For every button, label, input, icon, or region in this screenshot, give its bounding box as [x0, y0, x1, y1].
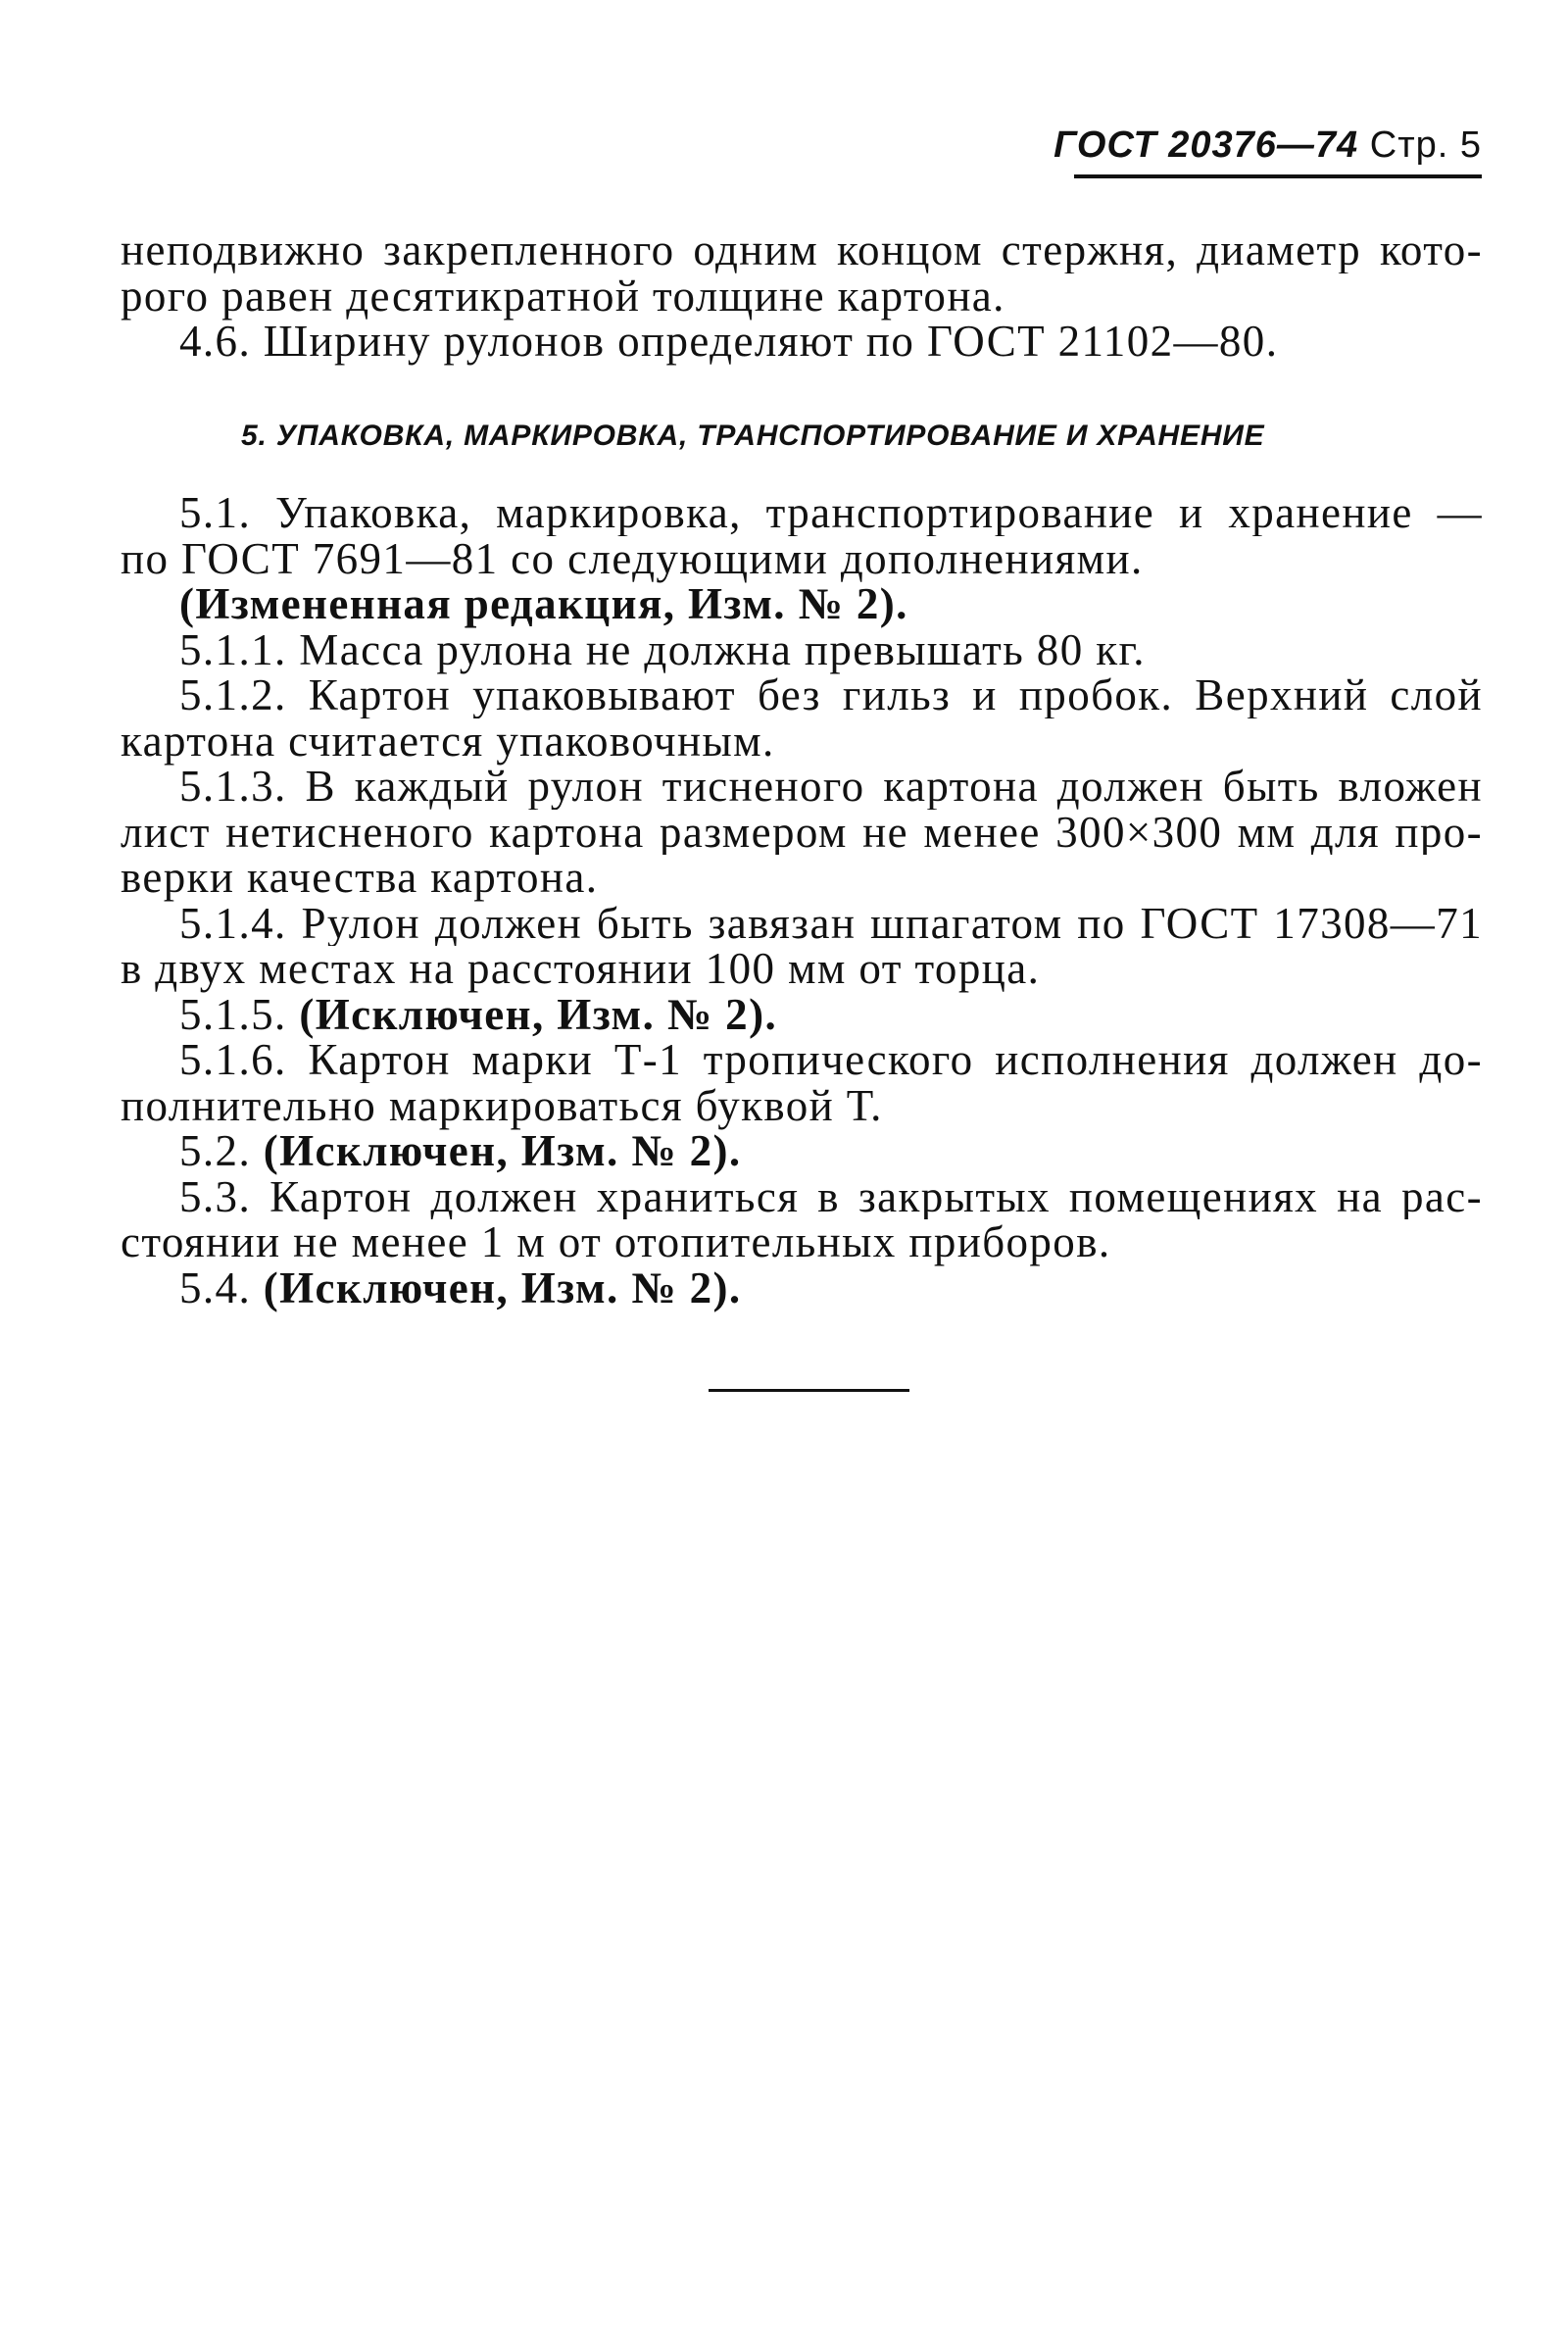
- text-line: лист нетисненого картона размером не менее 300×300 мм для про-: [121, 809, 1483, 855]
- page-number: Стр. 5: [1369, 124, 1482, 166]
- amendment-note: (Измененная редакция, Изм. № 2).: [179, 579, 908, 628]
- clause-5-1: 5.1. Упаковка, маркировка, транспортирование и хранение —: [179, 490, 1483, 536]
- text-line: рого равен десятикратной толщине картона.: [121, 271, 1005, 321]
- text-line: картона считается упаковочным.: [121, 716, 775, 766]
- clause-5-1-1: 5.1.1. Масса рулона не должна превышать 80 кг.: [179, 624, 1146, 674]
- continued-paragraph: [121, 227, 1483, 365]
- section-heading: 5. УПАКОВКА, МАРКИРОВКА, ТРАНСПОРТИРОВАНИЕ И ХРАНЕНИЕ: [241, 420, 1265, 452]
- clause-number: 5.4.: [179, 1262, 252, 1312]
- text-line: стоянии не менее 1 м от отопительных приборов.: [121, 1217, 1111, 1266]
- text-line: верки качества картона.: [121, 853, 599, 902]
- clause-5-2: [121, 1128, 1483, 1174]
- clause-5-1-3: 5.1.3. В каждый рулон тисненого картона должен быть вложен: [179, 764, 1483, 810]
- text-line: неподвижно закрепленного одним концом стержня, диаметр кото-: [121, 227, 1483, 273]
- clause-number: 5.2.: [179, 1126, 252, 1175]
- page-header: [1054, 122, 1482, 169]
- end-rule: [709, 1389, 909, 1392]
- clause-5-4: [121, 1262, 1483, 1312]
- document-code: ГОСТ 20376—74: [1054, 124, 1359, 166]
- clause-number: 5.1.5.: [179, 989, 287, 1039]
- clause-5-3: 5.3. Картон должен храниться в закрытых помещениях на рас-: [179, 1173, 1483, 1219]
- clause-5-1-5: [121, 989, 1483, 1039]
- excluded-note: (Исключен, Изм. № 2).: [263, 1262, 742, 1312]
- clause-5-1-2: 5.1.2. Картон упаковывают без гильз и пробок. Верхний слой: [179, 672, 1483, 718]
- header-rule: [1074, 174, 1482, 178]
- clause-5-1-4: 5.1.4. Рулон должен быть завязан шпагатом по ГОСТ 17308—71: [179, 900, 1483, 946]
- clause-5-1-6: 5.1.6. Картон марки Т-1 тропического исполнения должен до-: [179, 1037, 1483, 1083]
- text-line: полнительно маркироваться буквой Т.: [121, 1080, 883, 1130]
- excluded-note: (Исключен, Изм. № 2).: [263, 1126, 742, 1175]
- text-line: по ГОСТ 7691—81 со следующими дополнениями.: [121, 533, 1144, 583]
- section-body: [121, 490, 1483, 1311]
- text-line: в двух местах на расстоянии 100 мм от торца.: [121, 944, 1041, 993]
- excluded-note: (Исключен, Изм. № 2).: [299, 989, 778, 1039]
- clause-4-6: 4.6. Ширину рулонов определяют по ГОСТ 21102—80.: [179, 317, 1279, 366]
